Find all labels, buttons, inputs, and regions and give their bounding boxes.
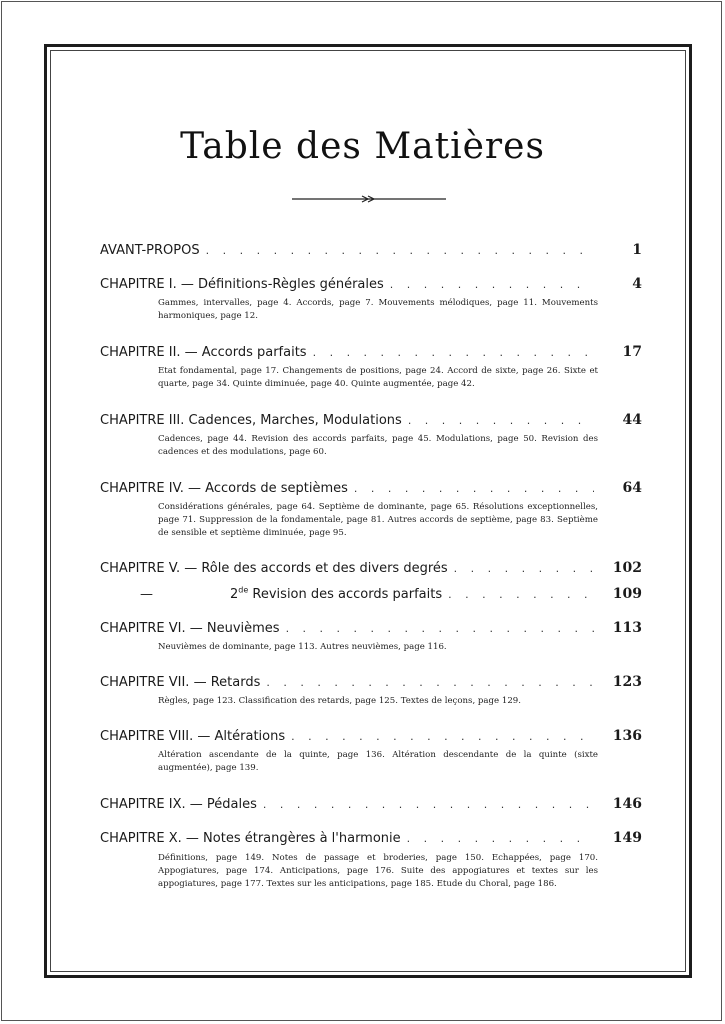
toc-entry-label: CHAPITRE VII. — Retards (100, 675, 261, 690)
title-ornament (292, 194, 446, 204)
toc-entry-chapitre-9[interactable] (100, 796, 642, 812)
toc-entry-page: 109 (612, 586, 642, 603)
toc-entry-details: Gammes, intervalles, page 4. Accords, page 7. Mouvements mélodiques, page 11. Mouvements harmoniques, page 12. (158, 298, 598, 321)
toc-entry-label: CHAPITRE II. — Accords parfaits (100, 345, 307, 360)
toc-entry-details: Règles, page 123. Classification des retards, page 125. Textes de leçons, page 129. (158, 696, 521, 706)
dot-leader (354, 482, 594, 495)
toc-entry-page: 1 (632, 242, 642, 258)
toc-entry-chapitre-2[interactable] (100, 344, 642, 360)
toc-entry-chapitre-6[interactable] (100, 620, 642, 636)
toc-entry-details: Considérations générales, page 64. Septième de dominante, page 65. Résolutions exceptionnelles, page 71. Suppression de la fondamentale, page 81. Autres accords de septième, page 83. Septième de sensible et septième diminuée, page 95. (158, 502, 598, 538)
toc-entry-details: Etat fondamental, page 17. Changements de positions, page 24. Accord de sixte, page 26. Sixte et quarte, page 34. Quinte diminuée, page 40. Quinte augmentée, page 42. (158, 366, 598, 389)
dot-leader (390, 278, 594, 291)
toc-entry-label: CHAPITRE I. — Définitions-Règles générales (100, 277, 384, 292)
toc-entry-page: 4 (632, 276, 642, 292)
toc-entry-label (100, 586, 442, 602)
page-title: Table des Matières (180, 126, 545, 167)
toc-entry-label: CHAPITRE VIII. — Altérations (100, 729, 286, 744)
toc-entry-chapitre-5[interactable] (100, 560, 642, 576)
toc-entry-label: CHAPITRE IV. — Accords de septièmes (100, 481, 348, 496)
toc-entry-page: 136 (612, 728, 642, 744)
em-dash: — (140, 587, 153, 603)
toc-entry-revision[interactable] (100, 586, 642, 602)
toc-entry-label: CHAPITRE VI. — Neuvièmes (100, 621, 280, 636)
dot-leader (448, 588, 594, 601)
toc-entry-text: 2de Revision des accords parfaits (230, 586, 443, 603)
toc-entry-chapitre-7[interactable] (100, 674, 642, 690)
toc-entry-page: 17 (622, 344, 642, 360)
toc-entry-details: Neuvièmes de dominante, page 113. Autres neuvièmes, page 116. (158, 642, 447, 652)
toc-entry-page: 146 (612, 796, 642, 812)
dot-leader (263, 798, 594, 811)
toc-entry-page: 64 (622, 480, 642, 496)
toc-entry-details: Définitions, page 149. Notes de passage et broderies, page 150. Echappées, page 170. Appogiatures, page 174. Anticipations, page 176. Suite des appogiatures et textes sur les appogiatures, page 177. Textes sur les anticipations, page 185. Etude du Choral, page 186. (158, 853, 598, 889)
toc-entry-chapitre-10[interactable] (100, 830, 642, 846)
toc-entry-label: CHAPITRE X. — Notes étrangères à l'harmonie (100, 831, 401, 846)
toc-entry-label: AVANT-PROPOS (100, 243, 200, 258)
toc-entry-page: 123 (612, 674, 642, 690)
toc-entry-chapitre-8[interactable] (100, 728, 642, 744)
dot-leader (407, 832, 594, 845)
toc-entry-page: 102 (612, 560, 642, 576)
dot-leader (291, 730, 594, 743)
toc-entry-details: Altération ascendante de la quinte, page 136. Altération descendante de la quinte (sixte augmentée), page 139. (158, 750, 598, 773)
toc-entry-label: CHAPITRE III. Cadences, Marches, Modulations (100, 413, 402, 428)
superscript: de (238, 586, 249, 595)
toc-entry-chapitre-1[interactable] (100, 276, 642, 292)
toc-entry-details: Cadences, page 44. Revision des accords parfaits, page 45. Modulations, page 50. Revision des cadences et des modulations, page 60. (158, 434, 598, 457)
toc-entry-label: CHAPITRE IX. — Pédales (100, 797, 257, 812)
dot-leader (313, 346, 594, 359)
toc-entry-chapitre-4[interactable] (100, 480, 642, 496)
toc-entry-page: 149 (612, 830, 642, 846)
dot-leader (286, 622, 594, 635)
toc-entry-page: 113 (612, 620, 642, 636)
dot-leader (454, 562, 594, 575)
toc-entry-label: CHAPITRE V. — Rôle des accords et des divers degrés (100, 561, 448, 576)
dot-leader (206, 244, 594, 257)
toc-entry-avant-propos[interactable] (100, 242, 642, 258)
dot-leader (266, 676, 594, 689)
toc-entry-page: 44 (622, 412, 642, 428)
dot-leader (408, 414, 594, 427)
toc-entry-chapitre-3[interactable] (100, 412, 642, 428)
